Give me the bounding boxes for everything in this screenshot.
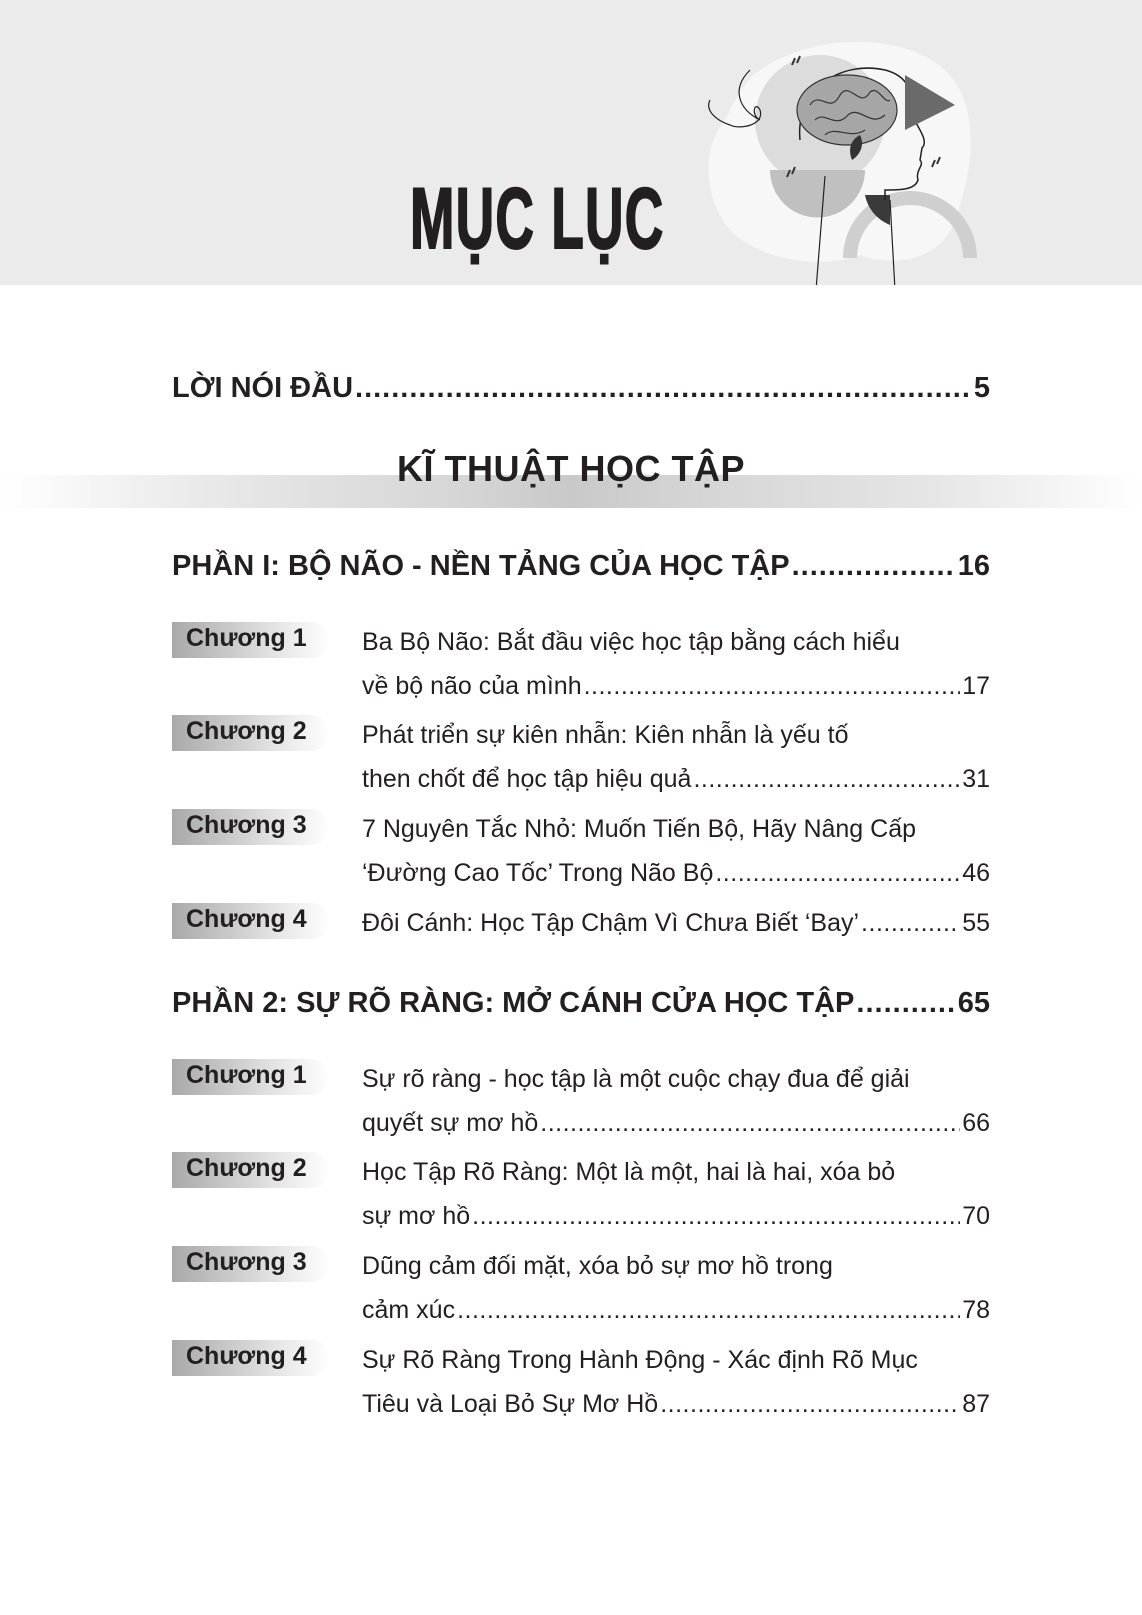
leader-dots	[660, 1382, 960, 1426]
chapter-title-line1: Sự Rõ Ràng Trong Hành Động - Xác định Rõ Mục	[362, 1346, 918, 1374]
toc-chapter[interactable]	[172, 1244, 990, 1332]
chapter-label: Chương 4	[186, 1342, 307, 1370]
chapter-label: Chương 4	[186, 905, 307, 933]
chapter-title-line2: ‘Đường Cao Tốc’ Trong Não Bộ	[362, 859, 714, 887]
chapter-title-line1: Phát triển sự kiên nhẫn: Kiên nhẫn là yếu tố	[362, 721, 849, 749]
toc-chapter[interactable]	[172, 620, 990, 708]
chapter-page: 66	[962, 1109, 990, 1137]
chapter-page: 31	[962, 765, 990, 793]
chapter-page: 78	[962, 1296, 990, 1324]
toc-entry-preface[interactable]	[172, 372, 990, 405]
chapter-title-line1: Sự rõ ràng - học tập là một cuộc chạy đua để giải	[362, 1065, 910, 1093]
toc-chapter[interactable]	[172, 807, 990, 895]
chapter-page: 70	[962, 1202, 990, 1230]
chapter-page: 46	[962, 859, 990, 887]
toc-chapter[interactable]	[172, 901, 990, 945]
chapter-label: Chương 2	[186, 1154, 307, 1182]
leader-dots	[355, 372, 972, 405]
part-page: 16	[957, 550, 990, 582]
chapter-title-line2: then chốt để học tập hiệu quả	[362, 765, 692, 793]
toc-entry-page: 5	[973, 372, 990, 404]
chapter-title-line1: Dũng cảm đối mặt, xóa bỏ sự mơ hồ trong	[362, 1252, 833, 1280]
leader-dots	[856, 987, 955, 1020]
part-page: 65	[957, 987, 990, 1019]
chapter-title-line2: sự mơ hồ	[362, 1202, 471, 1230]
chapter-title-line1: Ba Bộ Não: Bắt đầu việc học tập bằng cách hiểu	[362, 628, 900, 656]
toc-chapter[interactable]	[172, 1057, 990, 1145]
chapter-label: Chương 2	[186, 717, 307, 745]
chapter-page: 17	[962, 672, 990, 700]
part-label: PHẦN I: BỘ NÃO - NỀN TẢNG CỦA HỌC TẬP	[172, 550, 790, 582]
chapter-title-line2: quyết sự mơ hồ	[362, 1109, 539, 1137]
chapter-label: Chương 1	[186, 624, 307, 652]
chapter-title-line2: về bộ não của mình	[362, 672, 582, 700]
leader-dots	[792, 550, 956, 583]
chapter-title-line2: Tiêu và Loại Bỏ Sự Mơ Hồ	[362, 1390, 659, 1418]
chapter-page: 87	[962, 1390, 990, 1418]
brain-head-illustration-icon	[700, 30, 1000, 285]
chapter-title-line1: Đôi Cánh: Học Tập Chậm Vì Chưa Biết ‘Bay’	[362, 909, 860, 937]
leader-dots	[715, 851, 960, 895]
toc-part-2[interactable]	[172, 987, 990, 1020]
section-banner-title: KĨ THUẬT HỌC TẬP	[397, 448, 745, 489]
chapter-title-line1: Học Tập Rõ Ràng: Một là một, hai là hai, xóa bỏ	[362, 1158, 896, 1186]
leader-dots	[584, 664, 961, 708]
page-title: MỤC LỤC	[410, 171, 665, 267]
toc-chapter[interactable]	[172, 1338, 990, 1426]
toc-chapter[interactable]	[172, 713, 990, 801]
leader-dots	[472, 1194, 960, 1238]
chapter-label: Chương 3	[186, 1248, 307, 1276]
part-label: PHẦN 2: SỰ RÕ RÀNG: MỞ CÁNH CỬA HỌC TẬP	[172, 987, 855, 1019]
chapter-label: Chương 1	[186, 1061, 307, 1089]
chapter-label: Chương 3	[186, 811, 307, 839]
toc-entry-label: LỜI NÓI ĐẦU	[172, 372, 354, 404]
chapter-title-line1: 7 Nguyên Tắc Nhỏ: Muốn Tiến Bộ, Hãy Nâng Cấp	[362, 815, 917, 843]
leader-dots	[540, 1101, 960, 1145]
page-title-wrap	[410, 171, 700, 267]
chapter-title-line2: cảm xúc	[362, 1296, 456, 1324]
leader-dots	[861, 901, 960, 945]
leader-dots	[693, 757, 960, 801]
chapter-page: 55	[962, 909, 990, 937]
toc-part-1[interactable]	[172, 550, 990, 583]
toc-chapter[interactable]	[172, 1150, 990, 1238]
page-header	[0, 0, 1142, 285]
leader-dots	[457, 1288, 960, 1332]
